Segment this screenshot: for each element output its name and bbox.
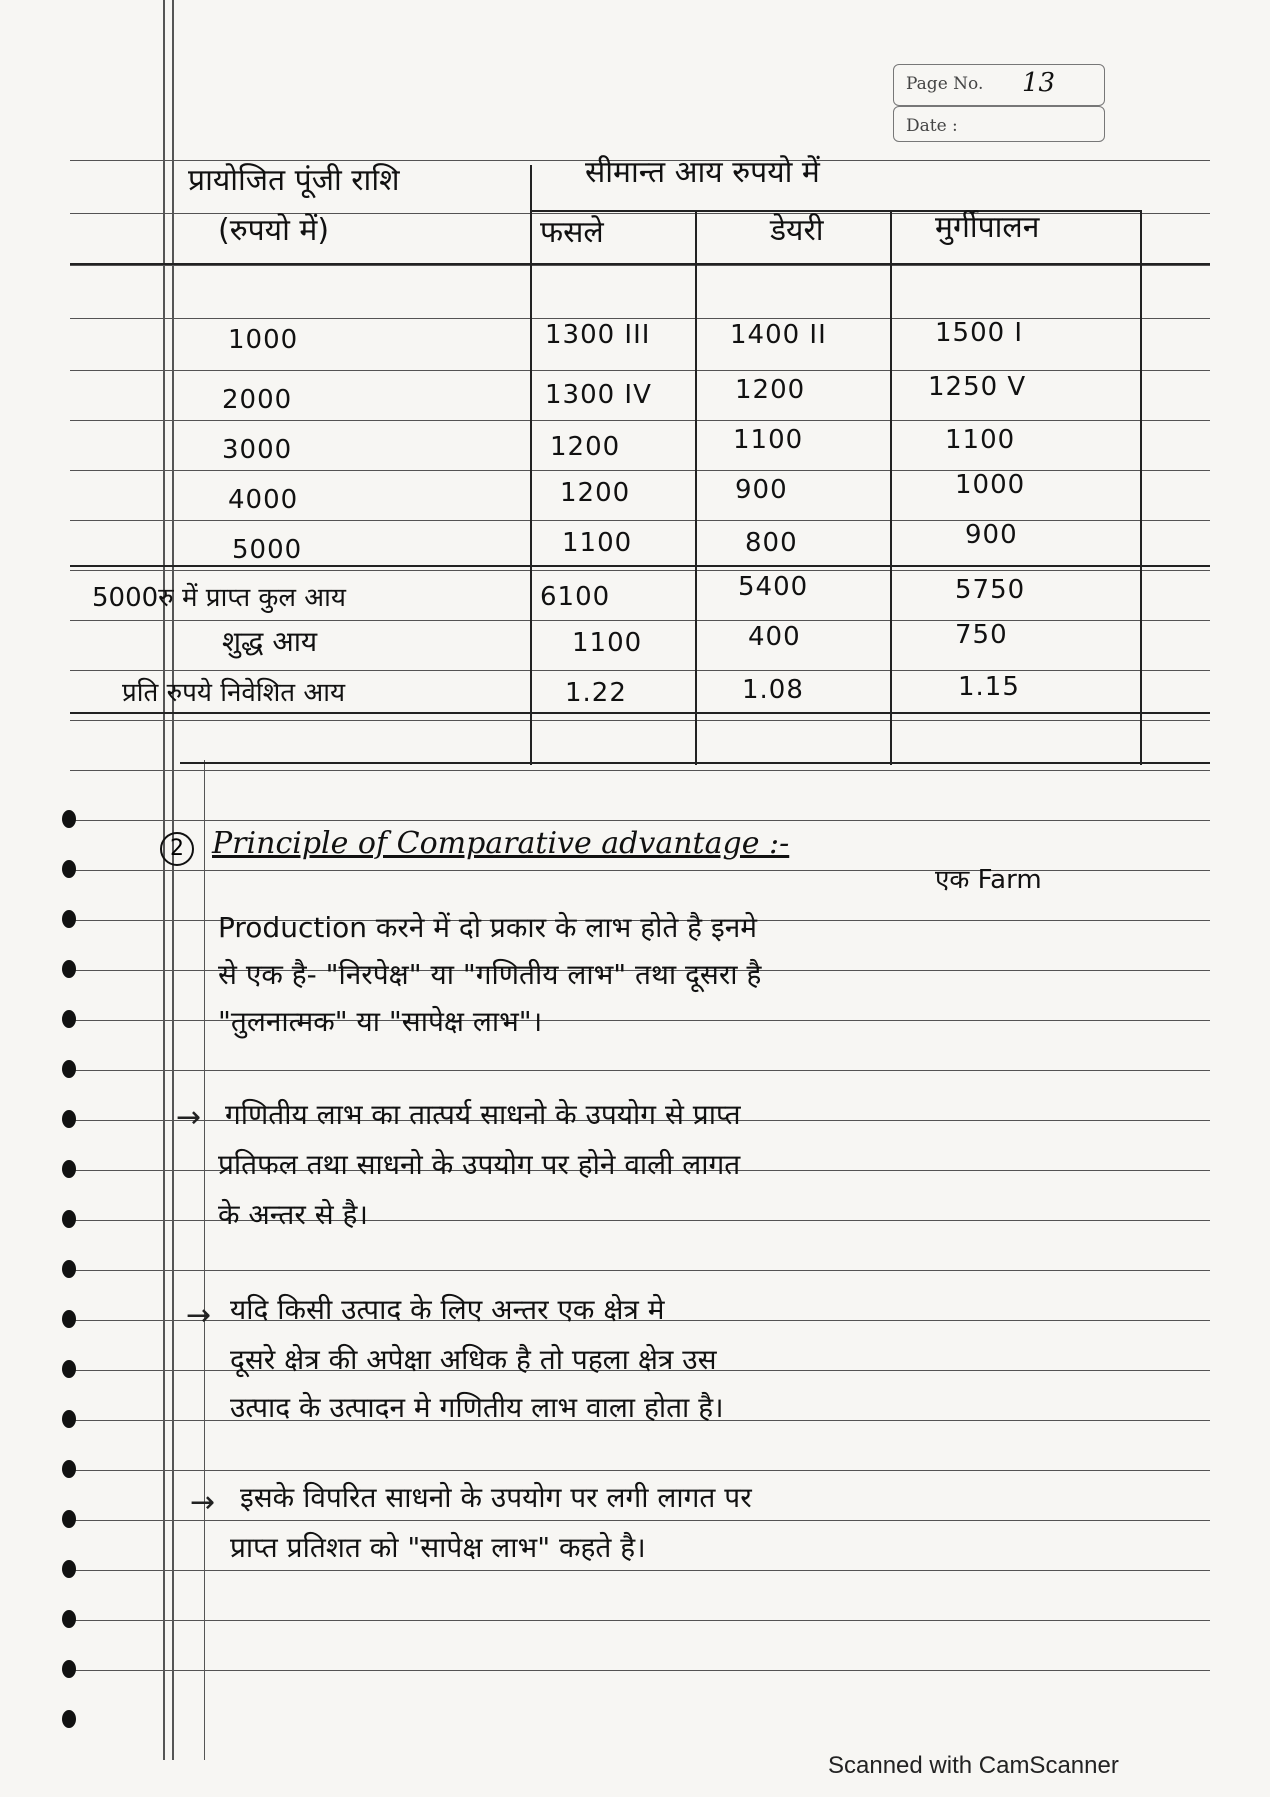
col-header-dairy: डेयरी: [770, 213, 824, 248]
binder-hole: [62, 1410, 76, 1428]
binder-hole: [62, 1460, 76, 1478]
section-title-tail: एक Farm: [935, 865, 1042, 895]
table-cell-dairy: 1200: [735, 375, 806, 405]
table-cell-dairy: 1100: [733, 425, 804, 455]
table-cell-capital: 3000: [222, 435, 293, 465]
table-cell-poultry: 1250 V: [928, 372, 1027, 402]
col-header-capital-unit: (रुपयो में): [218, 213, 330, 248]
binder-hole: [62, 1360, 76, 1378]
page-number-label: Page No.: [906, 74, 984, 94]
table-cell-crops: 1100: [562, 528, 633, 558]
per-rupee-poultry: 1.15: [958, 672, 1020, 702]
section-title: Principle of Comparative advantage :-: [212, 826, 790, 861]
group-header-marginal-income: सीमान्त आय रुपयो में: [585, 155, 820, 190]
net-crops: 1100: [572, 628, 643, 658]
total-income-label: 5000रु में प्राप्त कुल आय: [92, 583, 346, 613]
table-cell-capital: 5000: [232, 535, 303, 565]
binder-hole: [62, 1010, 76, 1028]
table-cell-poultry: 900: [965, 520, 1018, 550]
binder-hole: [62, 1660, 76, 1678]
page-number-box: [893, 64, 1105, 106]
table-cell-capital: 4000: [228, 485, 299, 515]
per-rupee-crops: 1.22: [565, 678, 627, 708]
table-cell-crops: 1300 IV: [545, 380, 652, 410]
binder-hole: [62, 1060, 76, 1078]
binder-hole: [62, 1510, 76, 1528]
arrow-bullet: →: [186, 1298, 212, 1333]
table-cell-dairy: 900: [735, 475, 788, 505]
date-box: [893, 106, 1105, 142]
para2-line1: गणितीय लाभ का तात्पर्य साधनो के उपयोग से प्राप्त: [225, 1098, 741, 1131]
para1-line3: "तुलनात्मक" या "सापेक्ष लाभ"।: [218, 1005, 543, 1038]
binder-hole: [62, 810, 76, 828]
total-poultry: 5750: [955, 575, 1026, 605]
para4-line2: प्राप्त प्रतिशत को "सापेक्ष लाभ" कहते है।: [230, 1531, 646, 1564]
binder-hole: [62, 1610, 76, 1628]
section-number: 2: [160, 832, 194, 866]
col-header-crops: फसले: [540, 215, 604, 250]
date-label: Date :: [906, 116, 958, 136]
net-income-label: शुद्ध आय: [222, 625, 318, 658]
scanner-watermark: Scanned with CamScanner: [828, 1752, 1119, 1779]
para4-line1: इसके विपरित साधनो के उपयोग पर लगी लागत पर: [240, 1481, 752, 1514]
table-cell-poultry: 1000: [955, 470, 1026, 500]
para2-line2: प्रतिफल तथा साधनो के उपयोग पर होने वाली लागत: [218, 1148, 741, 1181]
binder-hole: [62, 1210, 76, 1228]
table-cell-crops: 1300 III: [545, 320, 651, 350]
binder-hole: [62, 960, 76, 978]
table-cell-capital: 1000: [228, 325, 299, 355]
total-crops: 6100: [540, 582, 611, 612]
binder-hole: [62, 1310, 76, 1328]
table-cell-capital: 2000: [222, 385, 293, 415]
binder-hole: [62, 910, 76, 928]
para1-line1: Production करने में दो प्रकार के लाभ होते है इनमे: [218, 911, 757, 944]
table-cell-dairy: 1400 II: [730, 320, 827, 350]
table-cell-crops: 1200: [550, 432, 621, 462]
table-cell-poultry: 1500 I: [935, 318, 1024, 348]
per-rupee-dairy: 1.08: [742, 675, 804, 705]
page-number-value: 13: [1022, 68, 1056, 98]
binder-hole: [62, 1110, 76, 1128]
col-header-poultry: मुर्गीपालन: [935, 210, 1040, 245]
col-header-capital: प्रायोजित पूंजी राशि: [188, 163, 400, 198]
per-rupee-income-label: प्रति रुपये निवेशित आय: [122, 678, 346, 708]
net-dairy: 400: [748, 622, 801, 652]
table-cell-dairy: 800: [745, 528, 798, 558]
total-dairy: 5400: [738, 572, 809, 602]
binder-hole: [62, 860, 76, 878]
binder-hole: [62, 1710, 76, 1728]
table-cell-crops: 1200: [560, 478, 631, 508]
para1-line2: से एक है- "निरपेक्ष" या "गणितीय लाभ" तथा दूसरा है: [218, 958, 762, 991]
net-poultry: 750: [955, 620, 1008, 650]
arrow-bullet: →: [176, 1100, 202, 1135]
para3-line3: उत्पाद के उत्पादन मे गणितीय लाभ वाला होता है।: [230, 1391, 724, 1424]
binder-hole: [62, 1560, 76, 1578]
binder-hole: [62, 1160, 76, 1178]
para3-line1: यदि किसी उत्पाद के लिए अन्तर एक क्षेत्र मे: [230, 1293, 665, 1326]
para3-line2: दूसरे क्षेत्र की अपेक्षा अधिक है तो पहला क्षेत्र उस: [230, 1343, 717, 1376]
binder-hole: [62, 1260, 76, 1278]
arrow-bullet: →: [190, 1485, 216, 1520]
para2-line3: के अन्तर से है।: [218, 1198, 369, 1231]
table-cell-poultry: 1100: [945, 425, 1016, 455]
